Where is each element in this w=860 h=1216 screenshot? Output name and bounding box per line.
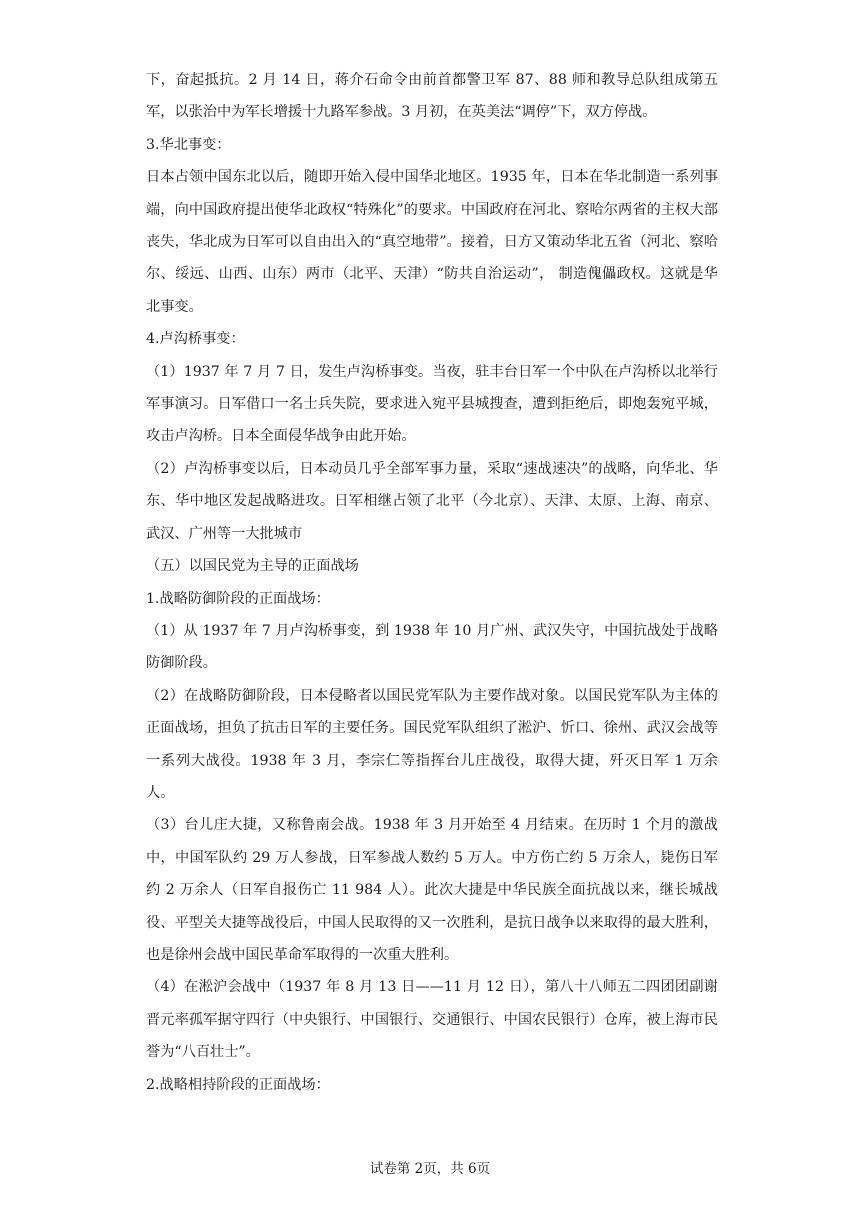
paragraph-lugouqiao-2: （2）卢沟桥事变以后，日本动员几乎全部军事力量，采取“速战速决”的战略，向华北、华东、华中地区发起战略进攻。日军相继占领了北平（今北京）、天津、太原、上海、南京、武汉、广州等一大批城市: [146, 460, 718, 542]
page-footer: 试卷第 2页，共 6页: [369, 1161, 491, 1177]
paragraph-lugouqiao-1: （1）1937 年 7 月 7 日，发生卢沟桥事变。当夜，驻丰台日军一个中队在卢沟桥以北举行军事演习。日军借口一名士兵失院，要求进入宛平县城搜查，遭到拒绝后，即炮轰宛平城，攻击卢沟桥。日本全面侵华战争由此开始。: [146, 363, 718, 445]
paragraph-defense-1: （1）从 1937 年 7 月卢沟桥事变，到 1938 年 10 月广州、武汉失守，中国抗战处于战略防御阶段。: [146, 622, 718, 672]
paragraph-continuation: 下，奋起抵抗。2 月 14 日，蒋介石命令由前首都警卫军 87、88 师和教导总队组成第五军，以张治中为军长增援十九路军参战。3 月初，在英美法“调停”下，双方停战。: [146, 72, 718, 121]
heading-lugouqiao-incident: 4.卢沟桥事变：: [146, 331, 245, 348]
paragraph-defense-3: （3）台儿庄大捷，又称鲁南会战。1938 年 3 月开始至 4 月结束。在历时 1 个月的激战中，中国军队约 29 万人参战，日军参战人数约 5 万人。中方伤亡约 5 万余人，毙伤日军约 2 万余人（日军自报伤亡 11 984 人）。此次大捷是中华民族全面抗战以来，继长城战役、平型关大捷等战役后，中国人民取得的又一次胜利，是抗日战争以来取得的最大胜利，也是徐州会战中国民革命军取得的一次重大胜利。: [146, 817, 718, 963]
paragraph-defense-4: （4）在淞沪会战中（1937 年 8 月 13 日——11 月 12 日），第八十八师五二四团团副谢晋元率孤军据守四行（中央银行、中国银行、交通银行、中国农民银行）仓库，被上海市民誉为“八百壮士”。: [146, 979, 718, 1061]
paragraph-defense-2: （2）在战略防御阶段，日本侵略者以国民党军队为主要作战对象。以国民党军队为主体的正面战场，担负了抗击日军的主要任务。国民党军队组织了淞沪、忻口、徐州、武汉会战等一系列大战役。1938 年 3 月，李宗仁等指挥台儿庄战役，取得大捷，歼灭日军 1 万余人。: [146, 687, 718, 801]
section-heading-5: （五）以国民党为主导的正面战场: [146, 558, 359, 575]
heading-huabei-incident: 3.华北事变：: [146, 136, 231, 153]
document-body: [146, 64, 718, 1101]
heading-defense-stage: 1.战略防御阶段的正面战场：: [146, 590, 330, 607]
paragraph-huabei-incident: 日本占领中国东北以后，随即开始入侵中国华北地区。1935 年，日本在华北制造一系列事端，向中国政府提出使华北政权“特殊化”的要求。中国政府在河北、察哈尔两省的主权大部丧失，华北成为日军可以自由出入的“真空地带”。接着，日方又策动华北五省（河北、察哈尔、绥远、山西、山东）两市（北平、天津）“防共自治运动”， 制造傀儡政权。这就是华北事变。: [146, 169, 718, 315]
heading-stalemate-stage: 2.战略相持阶段的正面战场：: [146, 1076, 330, 1093]
